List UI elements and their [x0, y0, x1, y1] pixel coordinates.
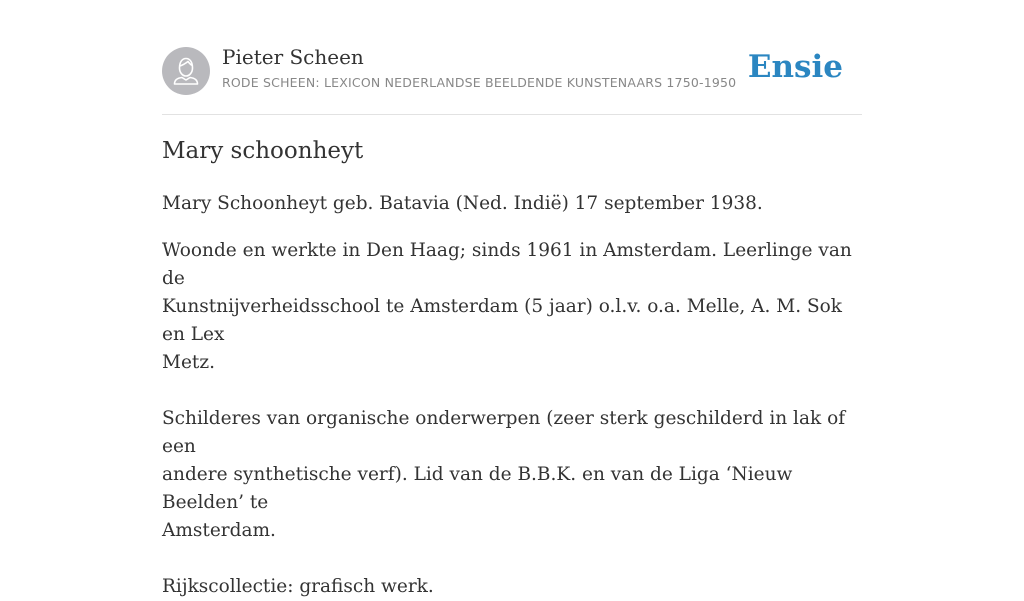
paragraph-line: Metz. [162, 352, 215, 373]
article-body [162, 190, 862, 601]
article-title: Mary schoonheyt [162, 138, 364, 164]
paragraph-line: Amsterdam. [162, 520, 276, 541]
author-avatar[interactable] [162, 47, 210, 95]
paragraph-break [162, 377, 862, 405]
user-silhouette-icon [162, 47, 210, 95]
paragraph-line: Kunstnijverheidsschool te Amsterdam (5 jaar) o.l.v. o.a. Melle, A. M. Sok en Lex [162, 296, 843, 345]
author-name[interactable]: Pieter Scheen [222, 45, 364, 69]
source-name[interactable]: RODE SCHEEN: LEXICON NEDERLANDSE BEELDENDE KUNSTENAARS 1750-1950 [222, 75, 737, 90]
paragraph-line: Rijkscollectie: grafisch werk. [162, 576, 434, 597]
article-intro: Mary Schoonheyt geb. Batavia (Ned. Indië) 17 september 1938. [162, 193, 763, 214]
article-paragraphs [162, 237, 862, 601]
paragraph-line: Schilderes van organische onderwerpen (zeer sterk geschilderd in lak of een [162, 408, 846, 457]
ensie-logo[interactable]: Ensie [747, 49, 843, 85]
paragraph-line: Woonde en werkte in Den Haag; sinds 1961 in Amsterdam. Leerlinge van de [162, 240, 852, 289]
article-header [162, 44, 862, 115]
paragraph-break [162, 545, 862, 573]
paragraph-line: andere synthetische verf). Lid van de B.B.K. en van de Liga ‘Nieuw Beelden’ te [162, 464, 793, 513]
